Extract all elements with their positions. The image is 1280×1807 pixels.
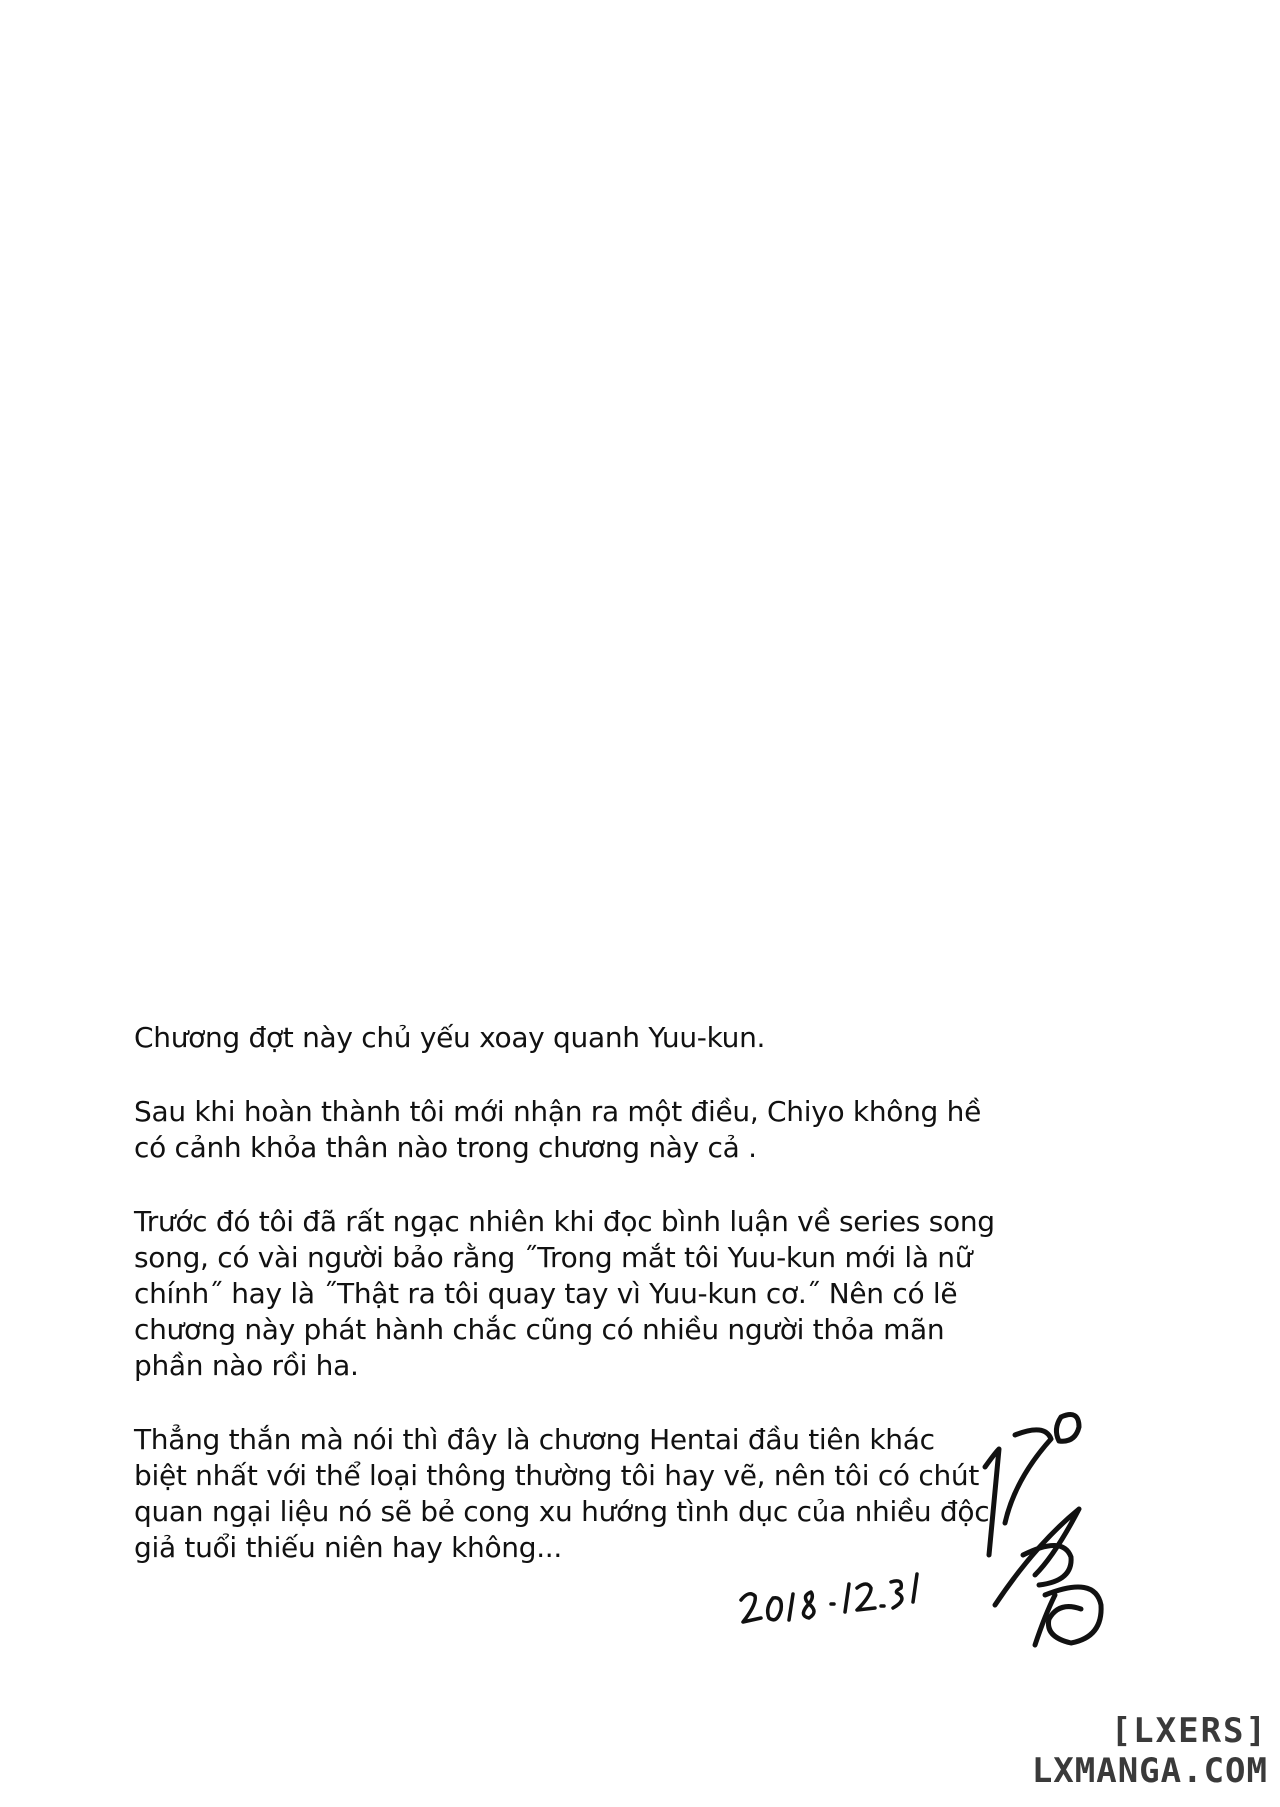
- text-line: song, có vài người bảo rằng ˝Trong mắt tôi Yuu-kun mới là nữ: [134, 1241, 973, 1274]
- text-line: Sau khi hoàn thành tôi mới nhận ra một điều, Chiyo không hề: [134, 1095, 981, 1128]
- text-line: chính˝ hay là ˝Thật ra tôi quay tay vì Yuu-kun cơ.˝ Nên có lẽ: [134, 1277, 958, 1310]
- afterword-text: [134, 1020, 995, 1604]
- text-line: Thẳng thắn mà nói thì đây là chương Hentai đầu tiên khác: [134, 1423, 935, 1456]
- paragraph: [134, 1094, 984, 1166]
- text-line: chương này phát hành chắc cũng có nhiều người thỏa mãn: [134, 1313, 945, 1346]
- text-line: biệt nhất với thể loại thông thường tôi hay vẽ, nên tôi có chút: [134, 1459, 980, 1492]
- site-watermark: [1032, 1711, 1268, 1791]
- artist-signature: [975, 1405, 1110, 1650]
- handwritten-date: [735, 1560, 925, 1630]
- paragraph: [134, 1020, 984, 1056]
- text-line: giả tuổi thiếu niên hay không...: [134, 1531, 563, 1564]
- text-line: quan ngại liệu nó sẽ bẻ cong xu hướng tình dục của nhiều độc: [134, 1495, 990, 1528]
- paragraph: [134, 1204, 995, 1384]
- text-line: Chương đợt này chủ yếu xoay quanh Yuu-kun.: [134, 1021, 766, 1054]
- watermark-site-name: LXMANGA.COM: [1031, 1751, 1268, 1791]
- paragraph: [134, 1422, 990, 1566]
- text-line: có cảnh khỏa thân nào trong chương này cả .: [134, 1131, 757, 1164]
- watermark-group-name: [LXERS]: [1110, 1711, 1268, 1751]
- text-line: phần nào rồi ha.: [134, 1349, 359, 1382]
- text-line: Trước đó tôi đã rất ngạc nhiên khi đọc bình luận về series song: [134, 1205, 995, 1238]
